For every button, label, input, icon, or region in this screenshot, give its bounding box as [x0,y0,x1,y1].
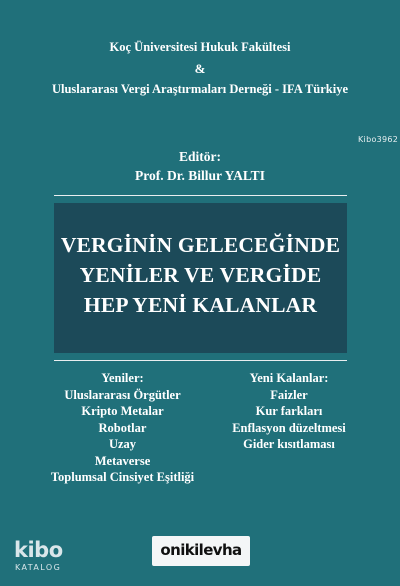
publisher-logo [152,536,250,566]
kibo-logo-word: kibo [14,538,63,562]
topics-remaining-column [214,370,364,453]
kibo-logo[interactable] [14,538,74,578]
editor-name: Prof. Dr. Billur YALTI [135,168,265,183]
divider-bottom [54,360,347,361]
book-title-line-3: HEP YENİ KALANLAR [83,293,318,317]
topic-item: Robotlar [98,420,147,435]
institution-line-1: Koç Üniversitesi Hukuk Fakültesi [109,40,291,54]
topic-item: Gider kısıtlaması [243,437,335,451]
topic-item: Enflasyon düzeltmesi [232,420,346,435]
book-title-line-1: VERGİNİN GELECEĞİNDE [60,233,341,257]
topics-new-heading: Yeniler: [101,371,144,385]
divider-top [54,195,347,196]
topic-item: Faizler [270,387,308,402]
catalog-watermark: Kibo3962 [358,135,399,144]
topic-item: Uzay [108,437,137,451]
institution-line-2: Uluslararası Vergi Araştırmaları Derneği - IFA Türkiye [51,82,349,96]
topic-item: Uluslararası Örgütler [64,387,181,402]
topics-new-column [40,370,205,486]
publisher-name: onikilevha [160,541,242,559]
topic-item: Kur farkları [255,404,323,418]
topics-remaining-heading: Yeni Kalanlar: [249,371,329,385]
book-title-line-2: YENİLER VE VERGİDE [79,263,322,287]
topic-item: Metaverse [94,453,151,468]
topic-item: Kripto Metalar [81,404,164,418]
kibo-logo-subtitle: KATALOG [15,563,62,572]
topic-item: Toplumsal Cinsiyet Eşitliği [50,470,195,484]
institution-ampersand: & [194,61,206,76]
editor-label: Editör: [179,149,221,164]
